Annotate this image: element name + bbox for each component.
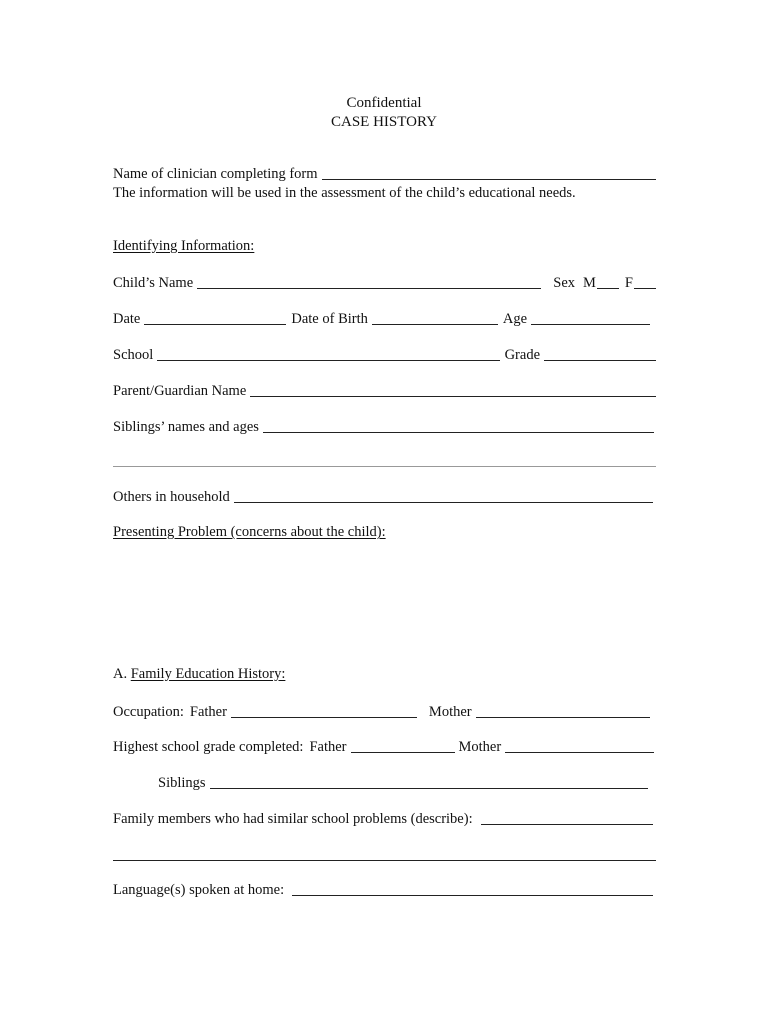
child-name-field[interactable]	[197, 288, 541, 289]
similar-problems-field[interactable]	[481, 824, 653, 825]
dob-label: Date of Birth	[291, 311, 368, 327]
child-name-label: Child’s Name	[113, 275, 194, 291]
parent-label: Parent/Guardian Name	[113, 383, 247, 399]
languages-row	[113, 879, 656, 899]
date-label: Date	[113, 311, 141, 327]
similar-problems-field-extra[interactable]	[113, 860, 656, 861]
date-field[interactable]	[144, 324, 286, 325]
clinician-field[interactable]	[322, 179, 656, 180]
grade-field[interactable]	[544, 360, 656, 361]
highest-grade-mother-field[interactable]	[505, 752, 654, 753]
family-siblings-field[interactable]	[210, 788, 648, 789]
occupation-mother-field[interactable]	[476, 717, 650, 718]
clinician-row	[113, 163, 656, 183]
family-siblings-row	[158, 772, 648, 792]
highest-grade-father-field[interactable]	[351, 752, 455, 753]
siblings-names-row	[113, 416, 656, 436]
occupation-father-field[interactable]	[231, 717, 417, 718]
intro-note: The information will be used in the assessment of the child’s educational needs.	[113, 185, 576, 201]
presenting-heading: Presenting Problem (concerns about the child):	[113, 524, 386, 540]
languages-label: Language(s) spoken at home:	[113, 882, 285, 898]
languages-field[interactable]	[292, 895, 653, 896]
family-siblings-label: Siblings	[158, 775, 206, 791]
date-row	[113, 308, 656, 328]
family-heading-row	[113, 665, 285, 683]
siblings-names-field-extra[interactable]	[113, 466, 656, 467]
similar-problems-row	[113, 808, 656, 828]
others-label: Others in household	[113, 489, 230, 505]
highest-grade-father-label: Father	[309, 739, 347, 755]
siblings-names-label: Siblings’ names and ages	[113, 419, 259, 435]
others-field[interactable]	[234, 502, 653, 503]
highest-grade-label: Highest school grade completed:	[113, 739, 304, 755]
parent-row	[113, 380, 656, 400]
grade-label: Grade	[504, 347, 540, 363]
sex-m-field[interactable]	[597, 288, 619, 289]
age-label: Age	[502, 311, 528, 327]
sex-f-label: F	[624, 275, 633, 291]
siblings-names-field[interactable]	[263, 432, 654, 433]
form-header	[0, 94, 768, 132]
clinician-label: Name of clinician completing form	[113, 166, 318, 182]
school-row	[113, 344, 656, 364]
child-name-row	[113, 272, 656, 292]
school-label: School	[113, 347, 154, 363]
others-row	[113, 486, 656, 506]
identifying-heading: Identifying Information:	[113, 238, 255, 254]
parent-field[interactable]	[250, 396, 656, 397]
school-field[interactable]	[157, 360, 499, 361]
family-section-prefix: A.	[113, 666, 128, 682]
age-field[interactable]	[531, 324, 650, 325]
family-heading: Family Education History:	[130, 666, 286, 682]
occupation-mother-label: Mother	[428, 704, 472, 720]
dob-field[interactable]	[372, 324, 498, 325]
occupation-father-label: Father	[189, 704, 227, 720]
occupation-row	[113, 701, 656, 721]
highest-grade-row	[113, 736, 656, 756]
sex-label: Sex	[553, 275, 576, 291]
highest-grade-mother-label: Mother	[458, 739, 502, 755]
form-title: CASE HISTORY	[331, 114, 437, 130]
sex-m-label: M	[583, 275, 596, 291]
similar-problems-label: Family members who had similar school problems (describe):	[113, 811, 473, 827]
sex-f-field[interactable]	[634, 288, 656, 289]
confidential-label: Confidential	[346, 95, 422, 111]
occupation-label: Occupation:	[113, 704, 184, 720]
